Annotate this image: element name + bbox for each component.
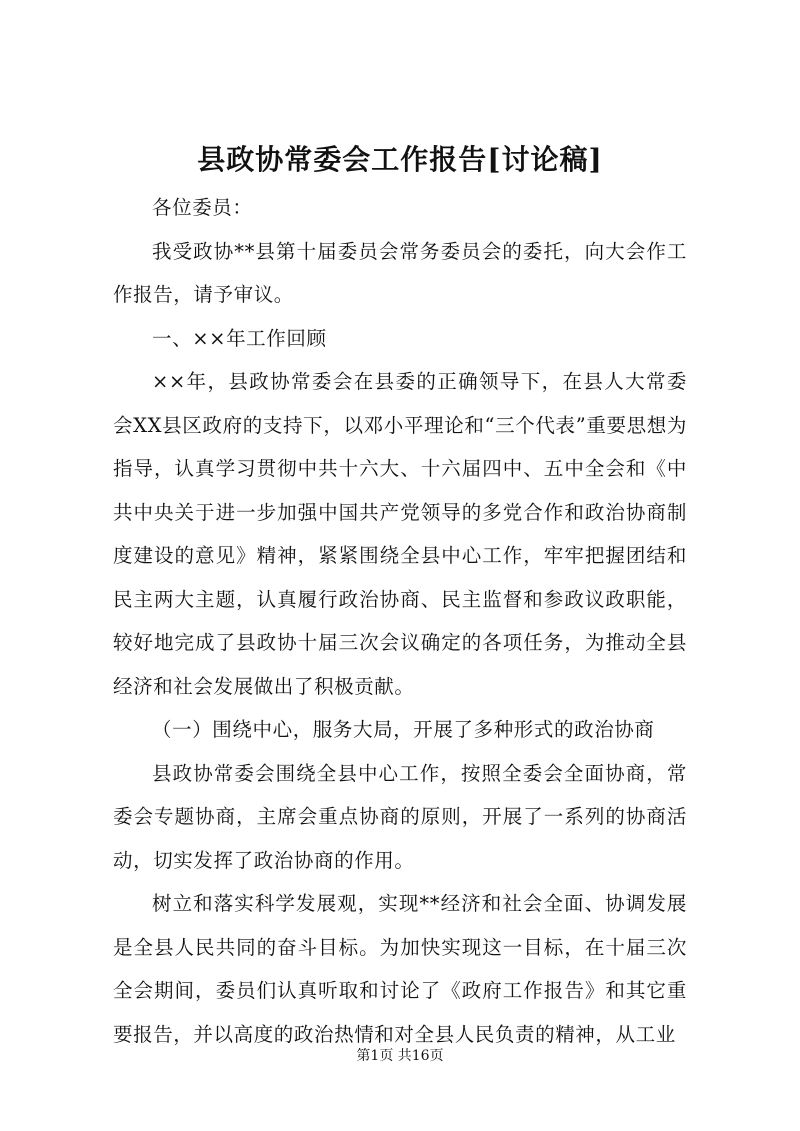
subsection-heading: （一）围绕中心，服务大局，开展了多种形式的政治协商 bbox=[152, 718, 655, 741]
intro-paragraph: 我受政协**县第十届委员会常务委员会的委托，向大会作工作报告，请予审议。 bbox=[113, 239, 687, 306]
document-title: 县政协常委会工作报告[讨论稿] bbox=[197, 143, 603, 176]
document-body bbox=[113, 186, 687, 1056]
review-paragraph: ××年，县政协常委会在县委的正确领导下，在县人大常委会XX县区政府的支持下，以邓小平理论和“三个代表”重要思想为指导，认真学习贯彻中共十六大、十六届四中、五中全会和《中共中央关于进一步加强中国共产党领导的多党合作和政治协商制度建设的意见》精神，紧紧围绕全县中心工作，牢牢把握团结和民主两大主题，认真履行政治协商、民主监督和参政议政职能，较好地完成了县政协十届三次会议确定的各项任务，为推动全县经济和社会发展做出了积极贡献。 bbox=[113, 370, 687, 698]
consultation-paragraph: 县政协常委会围绕全县中心工作，按照全委会全面协商，常委会专题协商，主席会重点协商的原则，开展了一系列的协商活动，切实发挥了政治协商的作用。 bbox=[113, 761, 687, 872]
development-paragraph: 树立和落实科学发展观，实现**经济和社会全面、协调发展是全县人民共同的奋斗目标。为加快实现这一目标，在十届三次全会期间，委员们认真听取和讨论了《政府工作报告》和其它重要报告，并以高度的政治热情和对全县人民负责的精神，从工业 bbox=[113, 892, 687, 1046]
section-heading: 一、××年工作回顾 bbox=[152, 326, 327, 350]
page-footer: 第1页 共16页 bbox=[356, 1048, 444, 1064]
salutation-paragraph: 各位委员： bbox=[152, 196, 253, 219]
